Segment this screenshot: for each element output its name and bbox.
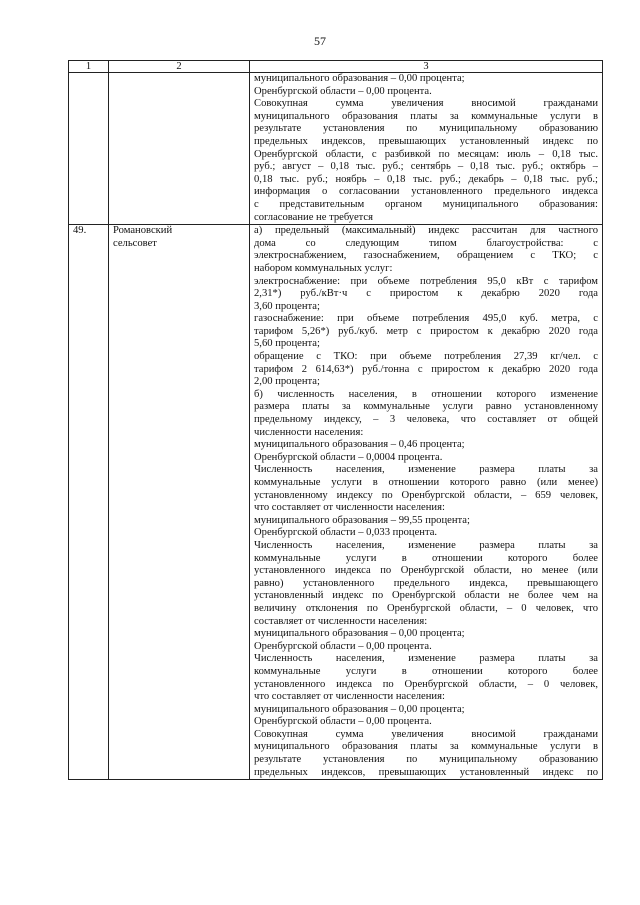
text-line: предельному индексу, – 3 человека, что составляет от общей <box>254 414 598 426</box>
text-line: коммунальные услуги в отношении которого равно (или менее) <box>254 477 598 488</box>
text-line: набором коммунальных услуг: <box>254 262 393 274</box>
table-row-continued <box>69 73 603 225</box>
text-line: электроснабжение: при объеме потребления 95,0 кВт с тарифом <box>254 275 598 287</box>
text-line: муниципального образования – 0,00 процента; <box>254 73 465 84</box>
text-line: 2,31*) руб./кВт·ч с приростом к декабрю 2020 года <box>254 288 598 300</box>
page-number: 57 <box>314 34 326 48</box>
text-line: муниципального образования платы за коммунальные услуги в <box>254 741 598 753</box>
header-col-1: 1 <box>69 61 109 73</box>
text-line: газоснабжение: при объеме потребления 495,0 куб. метра, с <box>254 313 598 325</box>
row-number: 49. <box>73 225 87 237</box>
municipality-name-line: Романовский <box>113 225 173 237</box>
text-line: муниципального образования – 0,00 процента; <box>254 703 465 715</box>
text-line: муниципального образования – 0,00 процента; <box>254 628 465 640</box>
text-line: равно) установленного предельного индекса, превышающего <box>254 577 598 589</box>
text-line: муниципального образования – 99,55 процента; <box>254 514 470 526</box>
text-line: Совокупная сумма увеличения вносимой гражданами <box>254 98 598 110</box>
table-header-row <box>69 61 603 73</box>
header-col-2: 2 <box>109 61 250 73</box>
text-line: величину отклонения по Оренбургской области, – 0 человек, что <box>254 602 598 614</box>
text-line: 0,18 тыс. руб.; ноябрь – 0,18 тыс. руб.; декабрь – 0,18 тыс. руб.; <box>254 173 598 185</box>
document-table <box>68 60 603 780</box>
text-line: установленному индексу по Оренбургской области, – 659 человек, <box>254 489 598 501</box>
text-line: размера платы за коммунальные услуги равно установленному <box>254 401 598 413</box>
text-line: дома со следующим типом благоустройства: с <box>254 237 598 249</box>
text-line: Совокупная сумма увеличения вносимой гражданами <box>254 728 598 740</box>
text-line: руб.; август – 0,18 тыс. руб.; сентябрь – 0,18 тыс. руб.; октябрь – <box>254 161 598 173</box>
text-line: численности населения: <box>254 426 364 438</box>
text-line: что составляет от численности населения: <box>254 691 445 703</box>
text-line: электроснабжением, газоснабжением, обращением с ТКО; с <box>254 250 598 262</box>
text-line: муниципального образования платы за коммунальные услуги в <box>254 110 598 122</box>
text-line: обращение с ТКО: при объеме потребления 27,39 кг/чел. с <box>254 351 598 363</box>
text-line: Оренбургской области – 0,00 процента. <box>254 85 432 97</box>
text-line: тарифом 5,26*) руб./куб. метр с приростом к декабрю 2020 года <box>254 325 598 337</box>
text-line: а) предельный (максимальный) индекс рассчитан для частного <box>254 225 598 237</box>
text-line: согласование не требуется <box>254 211 374 223</box>
text-line: информация о согласовании установленного предельного индекса <box>254 186 598 198</box>
text-line: с представительным органом муниципального образования: <box>254 198 598 210</box>
text-line: предельных индексов, превышающих установленный индекс по <box>254 766 598 778</box>
text-line: Численность населения, изменение размера платы за <box>254 539 598 551</box>
text-line: Оренбургской области – 0,0004 процента. <box>254 451 443 463</box>
text-line: Оренбургской области – 0,00 процента. <box>254 716 432 728</box>
table-row-49 <box>69 225 603 780</box>
municipality-cell <box>109 73 250 225</box>
municipality-name-line: сельсовет <box>113 237 157 249</box>
text-line: установленного индекса по Оренбургской области, – 0 человек, <box>254 678 598 690</box>
text-line: составляет от численности населения: <box>254 615 428 627</box>
row-number-cell <box>69 225 109 780</box>
text-line: 2,00 процента; <box>254 376 320 388</box>
text-line: предельных индексов, превышающих установленный индекс по <box>254 135 598 147</box>
text-line: 3,60 процента; <box>254 300 320 312</box>
header-col-3: 3 <box>250 61 603 73</box>
text-line: б) численность населения, в отношении которого изменение <box>254 388 598 400</box>
text-line: результате установления по муниципальному образованию <box>254 123 598 135</box>
text-line: Оренбургской области – 0,00 процента. <box>254 640 432 652</box>
text-line: 5,60 процента; <box>254 338 320 350</box>
text-line: коммунальные услуги в отношении которого более <box>254 665 598 677</box>
description-cell <box>250 73 603 225</box>
row-number-cell <box>69 73 109 225</box>
text-line: что составляет от численности населения: <box>254 502 445 514</box>
text-line: установленный индекс по Оренбургской области не более чем на <box>254 590 598 602</box>
text-line: Численность населения, изменение размера платы за <box>254 653 598 665</box>
text-line: результате установления по муниципальному образованию <box>254 754 598 766</box>
text-line: коммунальные услуги в отношении которого более <box>254 552 598 564</box>
description-cell <box>250 225 603 780</box>
municipality-cell <box>109 225 250 780</box>
text-line: Оренбургской области, с разбивкой по месяцам: июль – 0,18 тыс. <box>254 148 598 160</box>
text-line: муниципального образования – 0,46 процента; <box>254 439 465 451</box>
text-line: установленного индекса по Оренбургской области, но менее (или <box>254 565 598 577</box>
text-line: тарифом 2 614,63*) руб./тонна с приростом к декабрю 2020 года <box>254 363 598 375</box>
text-line: Оренбургской области – 0,033 процента. <box>254 527 438 539</box>
text-line: Численность населения, изменение размера платы за <box>254 464 598 476</box>
